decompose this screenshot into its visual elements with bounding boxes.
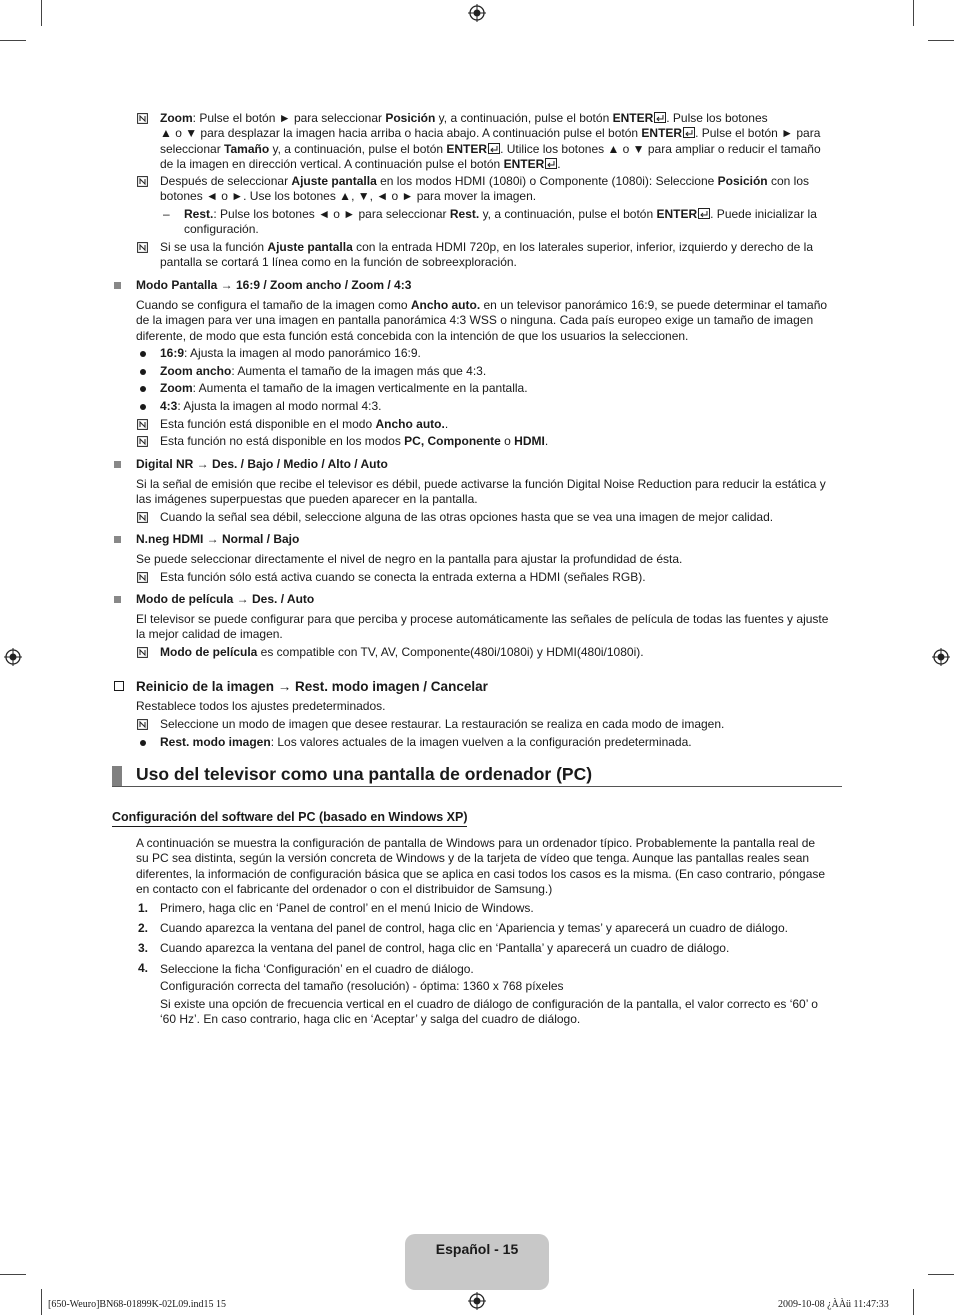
checkbox-icon bbox=[114, 681, 124, 691]
note-text: Zoom bbox=[160, 111, 193, 125]
body-text: su PC sea distinta, según la versión concreta de Windows y de la tarjeta de vídeo que tenga. Aunque las pantallas reales sean bbox=[136, 851, 810, 866]
body-text: Si la señal de emisión que recibe el televisor es débil, puede activarse la función Digital Noise Reduction para reducir la estática y bbox=[136, 477, 826, 491]
list-item-label: Zoom ancho bbox=[160, 364, 232, 378]
body-text: diferente, de modo que esta función está concebida con la intención de que los usuarios la seleccionen. bbox=[136, 328, 689, 343]
note-text: ▲ o ▼ para desplazar la imagen hacia arriba o hacia abajo. A continuación pulse el botón bbox=[160, 126, 642, 141]
note-icon bbox=[137, 176, 148, 187]
note-text: y, a continuación, pulse el botón bbox=[435, 111, 613, 125]
note-text: y, a continuación, pulse el botón bbox=[479, 207, 657, 221]
step-number: 1. bbox=[138, 901, 149, 915]
body-text: ‘60 Hz’. En caso contrario, haga clic en ‘Aceptar’ y salga del cuadro de diálogo. bbox=[160, 1011, 581, 1026]
body-text: Cuando se configura el tamaño de la imagen como bbox=[136, 298, 411, 312]
body-text: de la imagen para ver una imagen en pantalla panorámica 4:3 WSS o ninguna. Cada país europeo exige un tamaño de imagen bbox=[136, 313, 814, 328]
crop-mark bbox=[41, 1289, 42, 1315]
note-rest bbox=[184, 207, 844, 238]
step-number: 3. bbox=[138, 941, 149, 955]
heading-bar bbox=[112, 766, 122, 786]
note-icon bbox=[137, 436, 148, 447]
note-text: configuración. bbox=[184, 222, 259, 237]
body-text: El televisor se puede configurar para que perciba y procese automáticamente las señales de película de todas las fuentes y ajuste bbox=[136, 612, 829, 626]
note-not-available bbox=[160, 434, 850, 449]
note-text: Esta función no está disponible en los modos bbox=[160, 434, 405, 448]
note-icon bbox=[137, 419, 148, 430]
step-number: 2. bbox=[138, 921, 149, 935]
crop-mark bbox=[0, 1274, 26, 1275]
dash-marker: – bbox=[163, 207, 170, 221]
note-text: y, a continuación, pulse el botón bbox=[269, 141, 447, 156]
section-title-digital-nr: Digital NR → Des. / Bajo / Medio / Alto / Auto bbox=[136, 457, 388, 471]
note-text: botones ◄ o ►. Use los botones ▲, ▼, ◄ o ► para mover la imagen. bbox=[160, 189, 537, 204]
list-item bbox=[160, 399, 850, 414]
note-text: . Pulse el botón ► para bbox=[695, 126, 821, 141]
list-item bbox=[160, 364, 850, 379]
enter-icon bbox=[683, 127, 695, 138]
note-text: . Utilice los botones ▲ o ▼ para ampliar o reducir el tamaño bbox=[500, 141, 821, 156]
section-body bbox=[136, 612, 846, 643]
bullet-icon bbox=[140, 386, 146, 392]
note-text: . Puede inicializar la bbox=[710, 207, 817, 221]
list-item-label: 16:9 bbox=[160, 346, 185, 360]
list-item-text: : Aumenta el tamaño de la imagen verticalmente en la pantalla. bbox=[192, 381, 528, 395]
note-text: . bbox=[544, 434, 549, 448]
enter-icon bbox=[545, 158, 557, 169]
note-weak-signal: Cuando la señal sea débil, seleccione alguna de las otras opciones hasta que se vea una imagen de mejor calidad. bbox=[160, 510, 774, 524]
body-text: Seleccione la ficha ‘Configuración’ en el cuadro de diálogo. bbox=[160, 962, 474, 976]
note-text: PC, Componente bbox=[404, 434, 501, 448]
section-bullet-icon bbox=[114, 282, 121, 289]
note-text: Tamaño bbox=[224, 141, 270, 156]
pc-intro bbox=[136, 836, 846, 897]
section-title-nneg-hdmi: N.neg HDMI → Normal / Bajo bbox=[136, 532, 300, 546]
body-text: Si existe una opción de frecuencia vertical en el cuadro de diálogo de configuración de la pantalla, el valor correcto es ‘60’ o bbox=[160, 996, 818, 1011]
note-icon bbox=[137, 512, 148, 523]
crop-mark bbox=[928, 40, 954, 41]
note-text: en los modos HDMI (1080i) o Componente (1080i): Seleccione bbox=[376, 174, 718, 188]
body-text: A continuación se muestra la configuración de pantalla de Windows para un ordenador típico. Probablemente la pantalla real de bbox=[136, 836, 816, 850]
bullet-icon bbox=[140, 404, 146, 410]
note-text: ENTER bbox=[656, 207, 698, 221]
section-body: Se puede seleccionar directamente el nivel de negro en la pantalla para ajustar la profundidad de ésta. bbox=[136, 552, 683, 566]
registration-mark-icon bbox=[4, 648, 22, 666]
enter-icon bbox=[654, 112, 666, 123]
note-text: ENTER bbox=[641, 126, 683, 141]
note-text: seleccionar bbox=[160, 141, 225, 156]
note-text: de la imagen en dirección vertical. A continuación pulse el botón bbox=[160, 156, 504, 171]
note-text: Modo de película bbox=[160, 645, 258, 659]
note-text: con los bbox=[767, 174, 809, 188]
note-text: ENTER bbox=[446, 141, 488, 156]
note-text: Posición bbox=[385, 111, 436, 125]
crop-mark bbox=[913, 1289, 914, 1315]
note-text: ENTER bbox=[503, 156, 545, 171]
note-text: : Pulse el botón ► para seleccionar bbox=[192, 111, 386, 125]
note-text: Después de seleccionar bbox=[160, 174, 292, 188]
crop-mark bbox=[41, 0, 42, 26]
note-hdmi-720p bbox=[160, 240, 850, 271]
note-text: Ancho auto. bbox=[375, 417, 445, 431]
section-body bbox=[136, 477, 846, 508]
step-1: Primero, haga clic en ‘Panel de control’ en el menú Inicio de Windows. bbox=[160, 901, 534, 915]
registration-mark-icon bbox=[468, 4, 486, 22]
body-text: Ancho auto. bbox=[410, 298, 481, 312]
step-number: 4. bbox=[138, 961, 149, 975]
body-text: Configuración correcta del tamaño (resolución) - óptima: 1360 x 768 píxeles bbox=[160, 979, 564, 994]
note-icon bbox=[137, 647, 148, 658]
note-icon bbox=[137, 719, 148, 730]
list-item-text: : Los valores actuales de la imagen vuelven a la configuración predeterminada. bbox=[270, 735, 692, 749]
note-text: Ajuste pantalla bbox=[291, 174, 377, 188]
note-restore: Seleccione un modo de imagen que desee restaurar. La restauración se realiza en cada modo de imagen. bbox=[160, 717, 725, 731]
note-text: Posición bbox=[717, 174, 768, 188]
enter-icon bbox=[698, 208, 710, 219]
list-item-label: 4:3 bbox=[160, 399, 178, 413]
note-text: Esta función está disponible en el modo bbox=[160, 417, 376, 431]
print-meta-right: 2009-10-08 ¿ÀÀü 11:47:33 bbox=[778, 1299, 889, 1310]
note-text: pantalla se cortará 1 línea como en la función de sobreexploración. bbox=[160, 255, 517, 270]
note-ajuste-pantalla bbox=[160, 174, 850, 205]
list-item-label: Zoom bbox=[160, 381, 193, 395]
heading-rule bbox=[112, 786, 842, 787]
enter-icon bbox=[488, 143, 500, 154]
note-text: HDMI bbox=[514, 434, 545, 448]
note-icon bbox=[137, 242, 148, 253]
note-text: . bbox=[557, 156, 561, 171]
note-text: Si se usa la función bbox=[160, 240, 268, 254]
note-text: ENTER bbox=[612, 111, 654, 125]
body-text: en contacto con el fabricante del ordenador o con el distribuidor de Samsung.) bbox=[136, 881, 553, 896]
note-hdmi-rgb: Esta función sólo está activa cuando se conecta la entrada externa a HDMI (señales RGB). bbox=[160, 570, 646, 584]
list-item bbox=[160, 381, 850, 396]
page-number: Español - 15 bbox=[435, 1241, 519, 1257]
list-item-text: : Aumenta el tamaño de la imagen más que 4:3. bbox=[231, 364, 487, 378]
section-title-modo-pantalla: Modo Pantalla → 16:9 / Zoom ancho / Zoom / 4:3 bbox=[136, 278, 412, 292]
section-title-reinicio: Reinicio de la imagen → Rest. modo imagen / Cancelar bbox=[136, 679, 488, 694]
section-title-modo-pelicula: Modo de película → Des. / Auto bbox=[136, 592, 315, 606]
section-bullet-icon bbox=[114, 596, 121, 603]
list-item-label: Rest. modo imagen bbox=[160, 735, 271, 749]
bullet-icon bbox=[140, 351, 146, 357]
note-icon bbox=[137, 572, 148, 583]
body-text: las imágenes superpuestas que pueden aparecer en la pantalla. bbox=[136, 492, 478, 507]
step-2: Cuando aparezca la ventana del panel de control, haga clic en ‘Apariencia y temas’ y aparecerá un cuadro de diálogo. bbox=[160, 921, 788, 935]
note-text: Ajuste pantalla bbox=[267, 240, 353, 254]
registration-mark-icon bbox=[932, 648, 950, 666]
list-item bbox=[160, 735, 850, 750]
section-bullet-icon bbox=[114, 461, 121, 468]
list-item-text: : Ajusta la imagen al modo normal 4:3. bbox=[177, 399, 382, 413]
step-4 bbox=[160, 962, 850, 1027]
note-text: Rest. bbox=[449, 207, 480, 221]
section-bullet-icon bbox=[114, 536, 121, 543]
list-item bbox=[160, 346, 850, 361]
crop-mark bbox=[913, 0, 914, 26]
note-text: Rest. bbox=[184, 207, 214, 221]
print-meta-left: [650-Weuro]BN68-01899K-02L09.ind15 15 bbox=[48, 1299, 227, 1310]
crop-mark bbox=[0, 40, 26, 41]
section-body: Restablece todos los ajustes predeterminados. bbox=[136, 699, 386, 713]
note-text: . bbox=[444, 417, 449, 431]
section-body bbox=[136, 298, 846, 344]
step-3: Cuando aparezca la ventana del panel de control, haga clic en ‘Pantalla’ y aparecerá un cuadro de diálogo. bbox=[160, 941, 730, 955]
subheading-software: Configuración del software del PC (basado en Windows XP) bbox=[112, 810, 467, 827]
note-text: con la entrada HDMI 720p, en los laterales superior, inferior, izquierdo y derecho de la bbox=[352, 240, 814, 254]
note-text: es compatible con TV, AV, Componente(480i/1080i) y HDMI(480i/1080i). bbox=[257, 645, 644, 659]
note-zoom bbox=[160, 111, 850, 172]
note-icon bbox=[137, 113, 148, 124]
bullet-icon bbox=[140, 740, 146, 746]
note-modo-pelicula bbox=[160, 645, 850, 660]
note-text: o bbox=[500, 434, 515, 448]
list-item-text: : Ajusta la imagen al modo panorámico 16:9. bbox=[184, 346, 421, 360]
heading-pc: Uso del televisor como una pantalla de ordenador (PC) bbox=[136, 764, 593, 784]
body-text: diferentes, la información de configuración básica que se aplica en casi todos los casos es la misma. (En caso contrario, póngase bbox=[136, 866, 826, 881]
bullet-icon bbox=[140, 369, 146, 375]
note-text: . Pulse los botones bbox=[666, 111, 768, 125]
body-text: la mejor calidad de imagen. bbox=[136, 627, 283, 642]
body-text: en un televisor panorámico 16:9, se puede determinar el tamaño bbox=[480, 298, 828, 312]
note-ancho-auto bbox=[160, 417, 850, 432]
crop-mark bbox=[928, 1274, 954, 1275]
note-text: : Pulse los botones ◄ o ► para seleccionar bbox=[213, 207, 450, 221]
registration-mark-icon bbox=[468, 1292, 486, 1310]
